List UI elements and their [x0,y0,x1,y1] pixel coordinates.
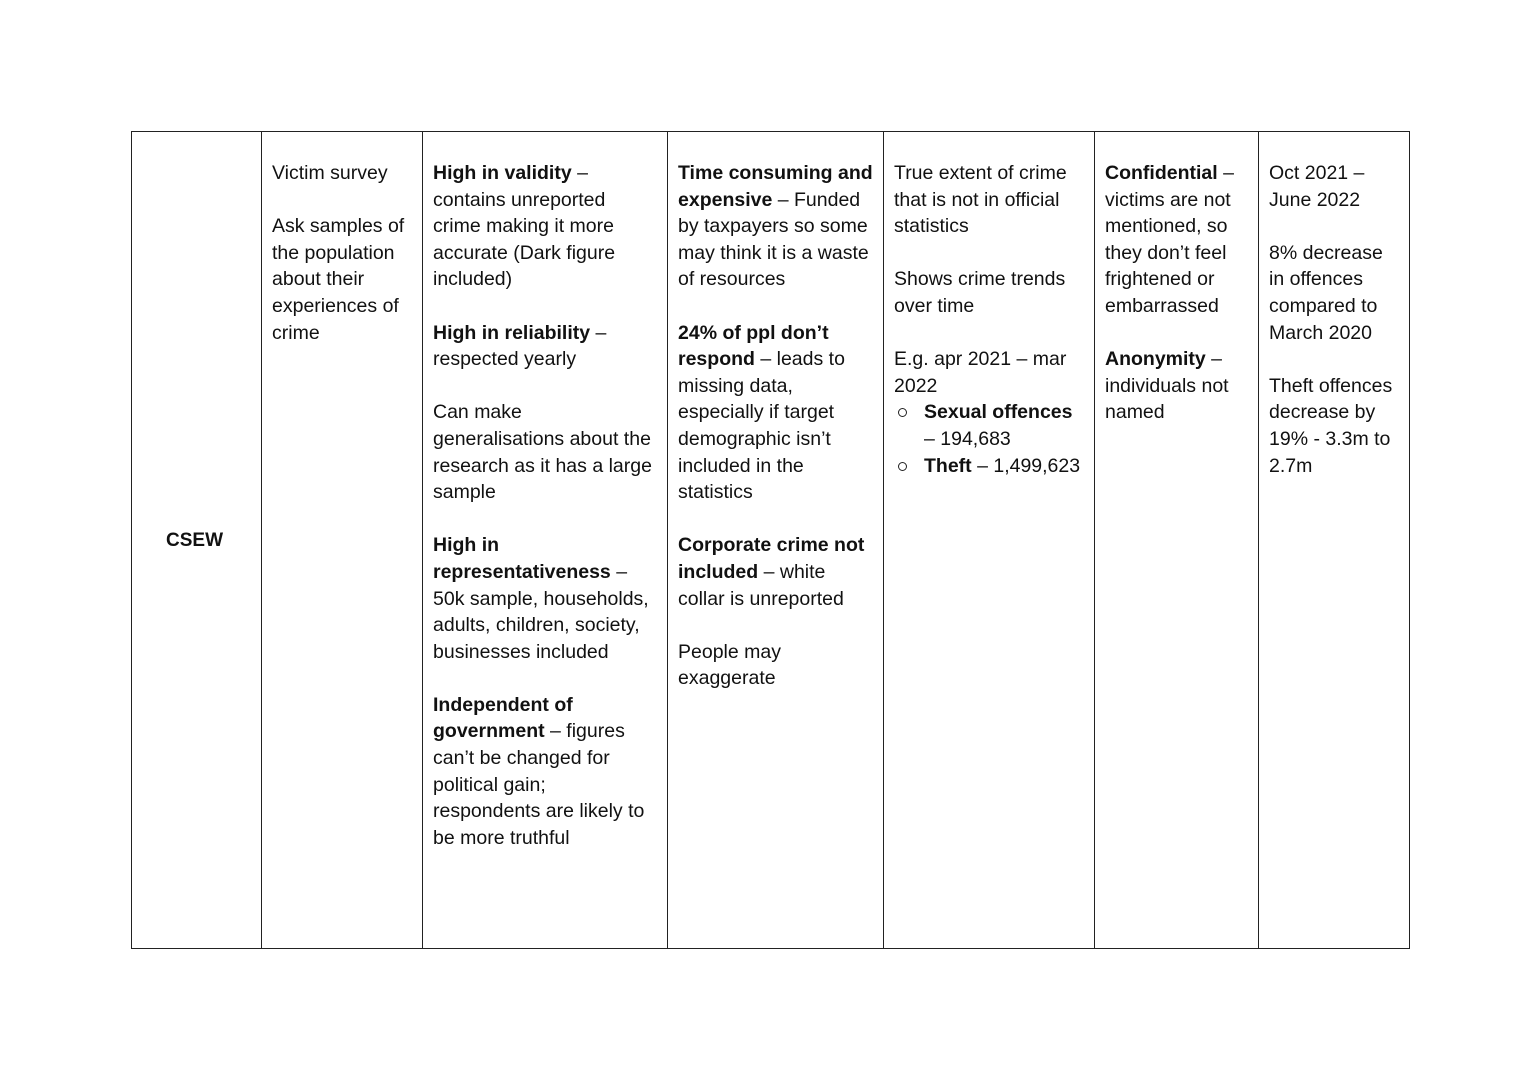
weakness-item: 24% of ppl don’t respond – leads to missing data, especially if target demographic isn’t included in the statistics [678,321,845,504]
uses-example: E.g. apr 2021 – mar 2022 [894,348,1067,397]
bullet-icon [898,462,907,471]
weaknesses-cell [667,132,883,948]
strength-item: High in reliability – respected yearly [433,321,607,371]
uses-cell [883,132,1094,948]
row-label-cell [132,132,261,948]
statistics-cell [1258,132,1409,948]
ethics-item: Anonymity – individuals not named [1105,348,1229,424]
strength-item: Can make generalisations about the research as it has a large sample [433,401,652,504]
survey-method: Ask samples of the population about their experiences of crime [272,215,405,344]
ethics-cell [1094,132,1258,948]
bullet-icon [898,408,907,417]
weakness-item: People may exaggerate [678,640,781,690]
strength-item: High in representativeness – 50k sample, households, adults, children, society, businesses included [433,534,649,663]
weakness-item: Corporate crime not included – white collar is unreported [678,534,865,610]
offence-item: Sexual offences – 194,683 [894,399,1084,452]
stat-item: Theft offences decrease by 19% - 3.3m to 2.7m [1269,374,1393,477]
stat-period: Oct 2021 – June 2022 [1269,162,1365,211]
offence-list [894,399,1084,479]
uses-text: Shows crime trends over time [894,268,1066,317]
uses-text: True extent of crime that is not in official statistics [894,162,1067,238]
description-cell [261,132,422,948]
strength-item: Independent of government – figures can’t be changed for political gain; respondents are likely to be more truthful [433,693,645,849]
offence-item: Theft – 1,499,623 [894,453,1084,480]
strength-item: High in validity – contains unreported crime making it more accurate (Dark figure included) [433,162,616,291]
survey-type: Victim survey [272,162,388,184]
comparison-table [131,131,1410,949]
weakness-item: Time consuming and expensive – Funded by taxpayers so some may think it is a waste of resources [678,162,873,291]
stat-item: 8% decrease in offences compared to March 2020 [1269,241,1383,344]
row-label: CSEW [166,530,223,551]
strengths-cell [422,132,667,948]
ethics-item: Confidential – victims are not mentioned, so they don’t feel frightened or embarrassed [1105,162,1234,317]
